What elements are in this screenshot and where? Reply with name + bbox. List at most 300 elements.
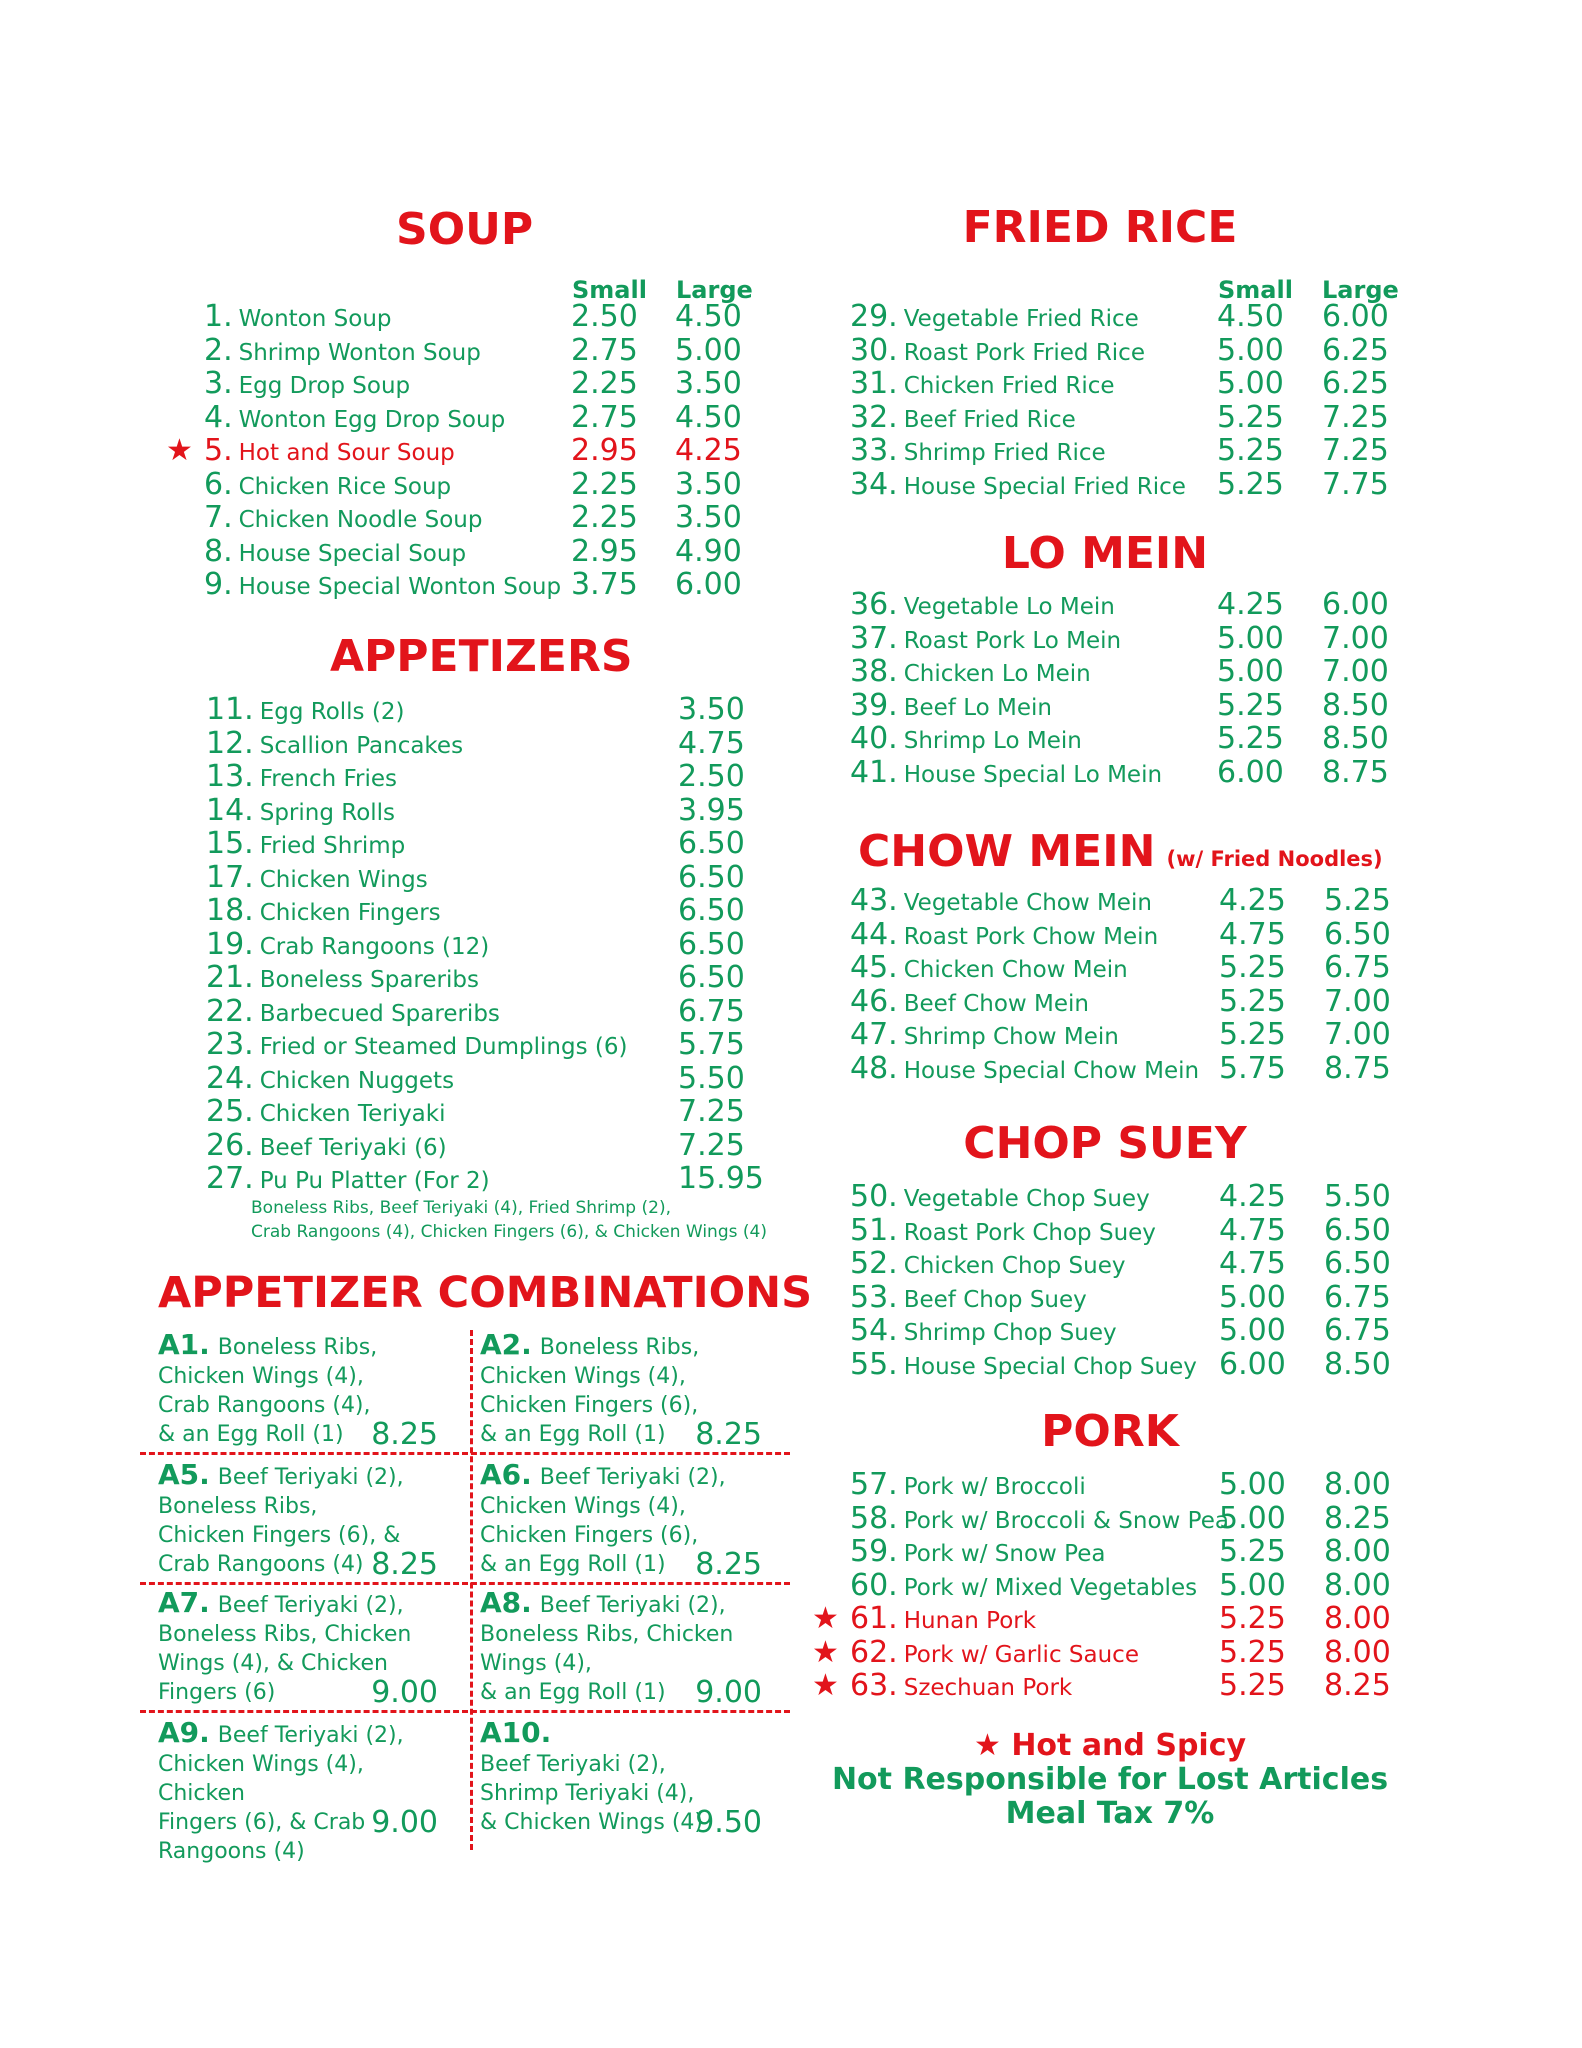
item-price: 6.50	[678, 859, 745, 895]
item-name: Fried or Steamed Dumplings (6)	[259, 1034, 628, 1060]
combo-cell	[158, 1458, 438, 1586]
item-number: 52.	[850, 1246, 898, 1281]
pork-title: PORK	[1041, 1406, 1179, 1457]
item-price-small: 2.25	[571, 366, 638, 401]
menu-item	[204, 299, 742, 334]
item-price-large: 6.00	[1322, 299, 1389, 334]
combo-line: Boneless Ribs,	[539, 1335, 700, 1360]
menu-item	[206, 960, 745, 995]
menu-item	[850, 1050, 1391, 1086]
combo-line: Boneless Ribs,	[158, 1494, 318, 1519]
item-number: 27.	[206, 1161, 254, 1196]
item-name: Chicken Lo Mein	[903, 661, 1091, 687]
item-price-large: 6.00	[1322, 587, 1389, 622]
combo-price: 9.00	[371, 1675, 438, 1710]
item-number: 30.	[850, 332, 898, 368]
item-name: Roast Pork Fried Rice	[903, 339, 1145, 366]
combo-line: Rangoons (4)	[158, 1839, 305, 1864]
combo-code: A2.	[480, 1328, 532, 1361]
combo-cell	[480, 1328, 762, 1456]
item-price-large: 6.75	[1324, 1313, 1391, 1348]
item-price-large: 3.50	[675, 366, 742, 401]
item-name: House Special Lo Mein	[903, 761, 1163, 788]
item-price-large: 3.50	[675, 500, 742, 535]
item-number: 34.	[850, 466, 898, 502]
item-number: 3.	[204, 366, 233, 401]
item-price: 15.95	[678, 1161, 764, 1196]
menu-item	[850, 332, 1389, 368]
item-name: Egg Rolls (2)	[259, 699, 405, 725]
item-price-large: 8.00	[1324, 1567, 1391, 1603]
hot-spicy-legend	[810, 1728, 1410, 1763]
item-price-large: 6.00	[675, 567, 742, 602]
menu-item	[206, 993, 745, 1029]
item-name: Chicken Chop Suey	[903, 1253, 1126, 1279]
item-name: House Special Chop Suey	[903, 1353, 1197, 1380]
item-price-large: 6.50	[1324, 916, 1391, 952]
item-name: Egg Drop Soup	[238, 373, 411, 399]
item-price-small: 5.00	[1217, 332, 1284, 368]
combo-line: Beef Teriyaki (2),	[539, 1593, 726, 1618]
combo-cell	[480, 1458, 762, 1586]
item-number: 45.	[850, 950, 898, 985]
combo-line: Chicken Fingers (6),	[480, 1393, 699, 1418]
menu-item	[204, 533, 742, 569]
item-number: 43.	[850, 883, 898, 918]
item-price-small: 5.25	[1217, 687, 1284, 723]
item-price-large: 8.50	[1324, 1346, 1391, 1382]
combo-cell	[158, 1586, 438, 1714]
combo-code: A9.	[158, 1716, 210, 1749]
item-name: Pork w/ Broccoli & Snow Pea	[903, 1507, 1229, 1534]
item-price: 5.75	[678, 1027, 745, 1062]
combo-divider-2	[140, 1582, 790, 1585]
combo-divider-3	[140, 1710, 790, 1713]
item-number: 8.	[204, 533, 233, 569]
item-price: 3.50	[678, 692, 745, 727]
item-number: 17.	[206, 859, 254, 895]
item-number: 62.	[850, 1634, 898, 1670]
item-price-large: 8.75	[1324, 1050, 1391, 1086]
item-name: Hot and Sour Soup	[238, 440, 455, 466]
combo-line: Wings (4),	[480, 1651, 592, 1676]
item-price-small: 5.25	[1219, 1601, 1286, 1636]
star-icon: ★	[973, 1728, 1001, 1763]
item-name: Szechuan Pork	[903, 1675, 1073, 1701]
menu-item	[206, 759, 745, 794]
item-price-large: 6.50	[1324, 1212, 1391, 1248]
combo-cell	[158, 1716, 438, 1864]
item-price: 6.50	[678, 960, 745, 995]
combo-code: A5.	[158, 1458, 210, 1491]
item-name: Chicken Nuggets	[259, 1067, 455, 1094]
item-number: 39.	[850, 687, 898, 723]
item-price-small: 5.25	[1219, 950, 1286, 985]
menu-item	[850, 721, 1389, 756]
menu-item	[850, 1467, 1391, 1502]
combo-line: & an Egg Roll (1)	[480, 1552, 666, 1577]
chop-suey-title: CHOP SUEY	[963, 1118, 1247, 1169]
combo-line: Crab Rangoons (4),	[158, 1393, 371, 1418]
combo-price: 8.25	[695, 1417, 762, 1452]
menu-item	[204, 567, 742, 602]
combo-line: Boneless Ribs, Chicken	[480, 1622, 734, 1647]
item-name: Vegetable Lo Mein	[903, 594, 1115, 620]
item-price-large: 4.25	[675, 433, 742, 468]
item-price-small: 2.95	[571, 433, 638, 468]
item-price: 3.95	[678, 792, 745, 828]
item-number: 60.	[850, 1567, 898, 1603]
combo-line: Crab Rangoons (4)	[158, 1552, 364, 1577]
item-number: 36.	[850, 587, 898, 622]
soup-title: SOUP	[396, 204, 534, 255]
item-price-small: 4.25	[1219, 883, 1286, 918]
combo-line: Chicken Fingers (6), &	[158, 1523, 401, 1548]
item-price-large: 8.00	[1324, 1534, 1391, 1569]
menu-item	[204, 399, 742, 435]
combo-line: Beef Teriyaki (2),	[480, 1752, 666, 1777]
platter-note-line-2: Crab Rangoons (4), Chicken Fingers (6), & Chicken Wings (4)	[251, 1222, 767, 1242]
item-price-small: 5.25	[1217, 433, 1284, 468]
item-number: 5.	[204, 433, 233, 468]
item-price: 6.50	[678, 893, 745, 928]
combo-price: 9.00	[695, 1675, 762, 1710]
item-name: House Special Wonton Soup	[238, 574, 562, 600]
item-price: 7.25	[678, 1127, 745, 1163]
item-number: 13.	[206, 759, 254, 794]
item-number: 63.	[850, 1668, 898, 1703]
combo-divider-vertical	[470, 1330, 473, 1850]
menu-item	[812, 1634, 1391, 1670]
item-price: 6.75	[678, 993, 745, 1029]
item-price-small: 5.25	[1217, 721, 1284, 756]
combo-line: Chicken Wings (4), Chicken	[158, 1752, 364, 1806]
item-number: 9.	[204, 567, 233, 602]
combo-cell	[158, 1328, 438, 1456]
combo-price: 8.25	[371, 1547, 438, 1582]
item-name: Wonton Soup	[238, 306, 392, 332]
item-price-large: 8.50	[1322, 721, 1389, 756]
item-number: 61.	[850, 1601, 898, 1636]
item-price-large: 6.25	[1322, 366, 1389, 401]
item-number: 22.	[206, 993, 254, 1029]
item-name: Roast Pork Lo Mein	[903, 627, 1122, 654]
item-number: 23.	[206, 1027, 254, 1062]
combo-code: A8.	[480, 1586, 532, 1619]
item-number: 38.	[850, 654, 898, 689]
menu-item	[850, 587, 1389, 622]
hot-spicy-star-icon: ★	[812, 1634, 839, 1670]
item-name: House Special Chow Mein	[903, 1057, 1200, 1084]
fried-rice-title: FRIED RICE	[962, 202, 1238, 253]
combo-line: Chicken Wings (4),	[480, 1494, 686, 1519]
meal-tax-notice: Meal Tax 7%	[1005, 1796, 1215, 1831]
item-name: Shrimp Fried Rice	[903, 440, 1106, 466]
combinations-title: APPETIZER COMBINATIONS	[158, 1268, 813, 1318]
item-name: Crab Rangoons (12)	[259, 933, 490, 960]
item-number: 54.	[850, 1313, 898, 1348]
item-name: Wonton Egg Drop Soup	[238, 406, 506, 433]
menu-item	[850, 1246, 1391, 1281]
menu-item	[206, 1027, 745, 1062]
item-price-small: 2.75	[571, 399, 638, 435]
item-price-large: 3.50	[675, 466, 742, 502]
item-number: 15.	[206, 826, 254, 861]
combo-line: & an Egg Roll (1)	[480, 1680, 666, 1705]
item-price-large: 7.00	[1322, 654, 1389, 689]
menu-item	[850, 1179, 1391, 1214]
item-name: Chicken Teriyaki	[259, 1101, 446, 1127]
combo-line: & Chicken Wings (4)	[480, 1810, 703, 1835]
item-price-small: 4.25	[1219, 1179, 1286, 1214]
item-price-small: 4.75	[1219, 916, 1286, 952]
item-number: 11.	[206, 692, 254, 727]
item-name: Chicken Noodle Soup	[238, 507, 483, 533]
item-price-large: 7.00	[1324, 1017, 1391, 1052]
menu-item	[850, 1500, 1391, 1536]
menu-item	[204, 366, 742, 401]
item-price-small: 5.25	[1217, 466, 1284, 502]
item-name: French Fries	[259, 766, 398, 792]
combo-line: & an Egg Roll (1)	[480, 1422, 666, 1447]
item-number: 14.	[206, 792, 254, 828]
item-name: Chicken Fried Rice	[903, 373, 1115, 399]
item-price: 5.50	[678, 1060, 745, 1096]
item-price-small: 6.00	[1219, 1346, 1286, 1382]
menu-item	[206, 1161, 764, 1196]
menu-item	[850, 1534, 1391, 1569]
item-price-large: 6.75	[1324, 950, 1391, 985]
item-name: Hunan Pork	[903, 1608, 1037, 1634]
item-price-small: 5.00	[1219, 1313, 1286, 1348]
combo-line: Beef Teriyaki (2),	[217, 1723, 404, 1748]
item-name: Shrimp Chow Mein	[903, 1024, 1119, 1050]
combo-price: 8.25	[371, 1417, 438, 1452]
menu-item	[850, 1212, 1391, 1248]
appetizers-title: APPETIZERS	[330, 631, 633, 682]
menu-item	[850, 433, 1389, 468]
item-number: 24.	[206, 1060, 254, 1096]
menu-item	[206, 1060, 745, 1096]
item-price-small: 5.25	[1219, 1017, 1286, 1052]
combo-line: Beef Teriyaki (2),	[217, 1465, 404, 1490]
item-name: Vegetable Fried Rice	[903, 306, 1139, 332]
menu-item	[850, 983, 1391, 1019]
item-name: Barbecued Spareribs	[259, 1000, 500, 1027]
item-price-large: 8.00	[1324, 1634, 1391, 1670]
lo-mein-title: LO MEIN	[1001, 528, 1209, 579]
item-name: Pork w/ Mixed Vegetables	[903, 1574, 1198, 1601]
menu-item	[204, 466, 742, 502]
item-name: Beef Chop Suey	[903, 1286, 1087, 1313]
menu-item	[206, 692, 745, 727]
menu-item	[166, 433, 742, 468]
hot-spicy-label: Hot and Spicy	[1011, 1728, 1247, 1763]
item-price-small: 6.00	[1217, 754, 1284, 790]
fried-rice-large-header: Large	[1322, 276, 1399, 304]
item-price-small: 5.00	[1219, 1567, 1286, 1603]
item-price-small: 5.00	[1219, 1467, 1286, 1502]
fried-rice-small-header: Small	[1218, 276, 1293, 304]
chow-mein-title: CHOW MEIN	[858, 826, 1156, 877]
item-name: Chicken Fingers	[259, 900, 441, 926]
item-name: Pork w/ Snow Pea	[903, 1541, 1106, 1567]
soup-large-header: Large	[676, 276, 753, 304]
item-price-small: 2.75	[571, 332, 638, 368]
item-price-large: 8.25	[1324, 1668, 1391, 1703]
menu-item	[204, 332, 742, 368]
item-number: 4.	[204, 399, 233, 435]
menu-item	[206, 1127, 745, 1163]
item-number: 19.	[206, 926, 254, 962]
item-price-small: 5.00	[1217, 366, 1284, 401]
item-price-large: 8.00	[1324, 1467, 1391, 1502]
item-name: Shrimp Lo Mein	[903, 728, 1082, 754]
item-price-large: 4.50	[675, 399, 742, 435]
item-price: 6.50	[678, 926, 745, 962]
item-price-small: 2.50	[571, 299, 638, 334]
item-number: 57.	[850, 1467, 898, 1502]
item-name: Chicken Chow Mein	[903, 957, 1128, 983]
item-name: Beef Chow Mein	[903, 990, 1089, 1017]
chow-mein-heading	[858, 826, 1383, 877]
combo-code: A1.	[158, 1328, 210, 1361]
combo-price: 9.50	[695, 1805, 762, 1840]
item-price-large: 5.00	[675, 332, 742, 368]
item-name: Scallion Pancakes	[259, 732, 464, 759]
item-name: House Special Soup	[238, 540, 467, 567]
item-price-small: 5.25	[1219, 1534, 1286, 1569]
item-price-large: 8.25	[1324, 1500, 1391, 1536]
menu-item	[206, 893, 745, 928]
item-price-large: 8.00	[1324, 1601, 1391, 1636]
item-price-large: 6.75	[1324, 1279, 1391, 1315]
item-price-large: 8.75	[1322, 754, 1389, 790]
item-number: 44.	[850, 916, 898, 952]
item-name: Beef Teriyaki (6)	[259, 1134, 447, 1161]
item-price-large: 5.50	[1324, 1179, 1391, 1214]
menu-item	[850, 654, 1389, 689]
item-number: 50.	[850, 1179, 898, 1214]
item-name: Pu Pu Platter (For 2)	[259, 1168, 490, 1194]
item-number: 53.	[850, 1279, 898, 1315]
item-price: 2.50	[678, 759, 745, 794]
item-number: 48.	[850, 1050, 898, 1086]
item-price-small: 5.25	[1217, 399, 1284, 435]
combo-code: A7.	[158, 1586, 210, 1619]
item-name: Pork w/ Garlic Sauce	[903, 1641, 1139, 1668]
menu-item	[850, 399, 1389, 435]
item-number: 1.	[204, 299, 233, 334]
menu-item	[850, 687, 1389, 723]
item-number: 51.	[850, 1212, 898, 1248]
soup-small-header: Small	[572, 276, 647, 304]
item-number: 41.	[850, 754, 898, 790]
item-price: 6.50	[678, 826, 745, 861]
item-name: Beef Lo Mein	[903, 694, 1052, 721]
item-price-large: 7.75	[1322, 466, 1389, 502]
item-price: 7.25	[678, 1094, 745, 1129]
menu-item	[206, 792, 745, 828]
combo-line: Fingers (6)	[158, 1680, 276, 1705]
item-price-small: 5.75	[1219, 1050, 1286, 1086]
item-price-small: 4.75	[1219, 1246, 1286, 1281]
item-number: 32.	[850, 399, 898, 435]
item-price-small: 4.50	[1217, 299, 1284, 334]
item-price-small: 4.75	[1219, 1212, 1286, 1248]
item-number: 18.	[206, 893, 254, 928]
combo-line: Boneless Ribs, Chicken	[158, 1622, 412, 1647]
item-name: Pork w/ Broccoli	[903, 1474, 1086, 1500]
menu-item	[850, 466, 1389, 502]
item-price-large: 8.50	[1322, 687, 1389, 723]
item-name: Shrimp Wonton Soup	[238, 339, 481, 366]
item-price-large: 7.25	[1322, 399, 1389, 435]
item-name: Chicken Rice Soup	[238, 473, 452, 500]
menu-item	[850, 1567, 1391, 1603]
item-number: 58.	[850, 1500, 898, 1536]
combo-price: 8.25	[695, 1547, 762, 1582]
combo-line: Fingers (6), & Crab	[158, 1810, 366, 1835]
item-number: 37.	[850, 620, 898, 656]
menu-item	[850, 916, 1391, 952]
item-name: Roast Pork Chow Mein	[903, 923, 1159, 950]
menu-item	[850, 1313, 1391, 1348]
combo-code: A6.	[480, 1458, 532, 1491]
menu-item	[850, 299, 1389, 334]
combo-line: Chicken Wings (4),	[158, 1364, 364, 1389]
item-price-small: 5.00	[1217, 654, 1284, 689]
item-number: 46.	[850, 983, 898, 1019]
menu-item	[204, 500, 742, 535]
item-number: 47.	[850, 1017, 898, 1052]
hot-spicy-star-icon: ★	[812, 1601, 839, 1636]
item-name: Boneless Spareribs	[259, 967, 479, 993]
item-price-large: 5.25	[1324, 883, 1391, 918]
chow-mein-subtitle: (w/ Fried Noodles)	[1166, 847, 1383, 871]
item-price-large: 7.25	[1322, 433, 1389, 468]
combo-price: 9.00	[371, 1805, 438, 1840]
item-price-small: 2.25	[571, 466, 638, 502]
item-price-small: 5.25	[1219, 1668, 1286, 1703]
item-price-small: 5.00	[1219, 1500, 1286, 1536]
item-number: 12.	[206, 725, 254, 761]
item-price-small: 2.25	[571, 500, 638, 535]
item-number: 2.	[204, 332, 233, 368]
item-price-large: 7.00	[1324, 983, 1391, 1019]
item-price-small: 5.00	[1217, 620, 1284, 656]
combo-line: Shrimp Teriyaki (4),	[480, 1781, 695, 1806]
menu-item	[206, 859, 745, 895]
menu-item	[850, 950, 1391, 985]
combo-description	[158, 1716, 438, 1866]
combo-line: Chicken Wings (4),	[480, 1364, 686, 1389]
lost-articles-notice: Not Responsible for Lost Articles	[831, 1762, 1389, 1797]
item-number: 25.	[206, 1094, 254, 1129]
menu-item	[850, 366, 1389, 401]
menu-item	[812, 1601, 1391, 1636]
item-number: 6.	[204, 466, 233, 502]
item-number: 33.	[850, 433, 898, 468]
combo-divider-1	[140, 1452, 790, 1455]
item-number: 55.	[850, 1346, 898, 1382]
item-price-large: 4.50	[675, 299, 742, 334]
combo-cell	[480, 1586, 762, 1714]
combo-line: Wings (4), & Chicken	[158, 1651, 388, 1676]
combo-line: Boneless Ribs,	[217, 1335, 378, 1360]
menu-item	[850, 754, 1389, 790]
menu-item	[812, 1668, 1391, 1703]
